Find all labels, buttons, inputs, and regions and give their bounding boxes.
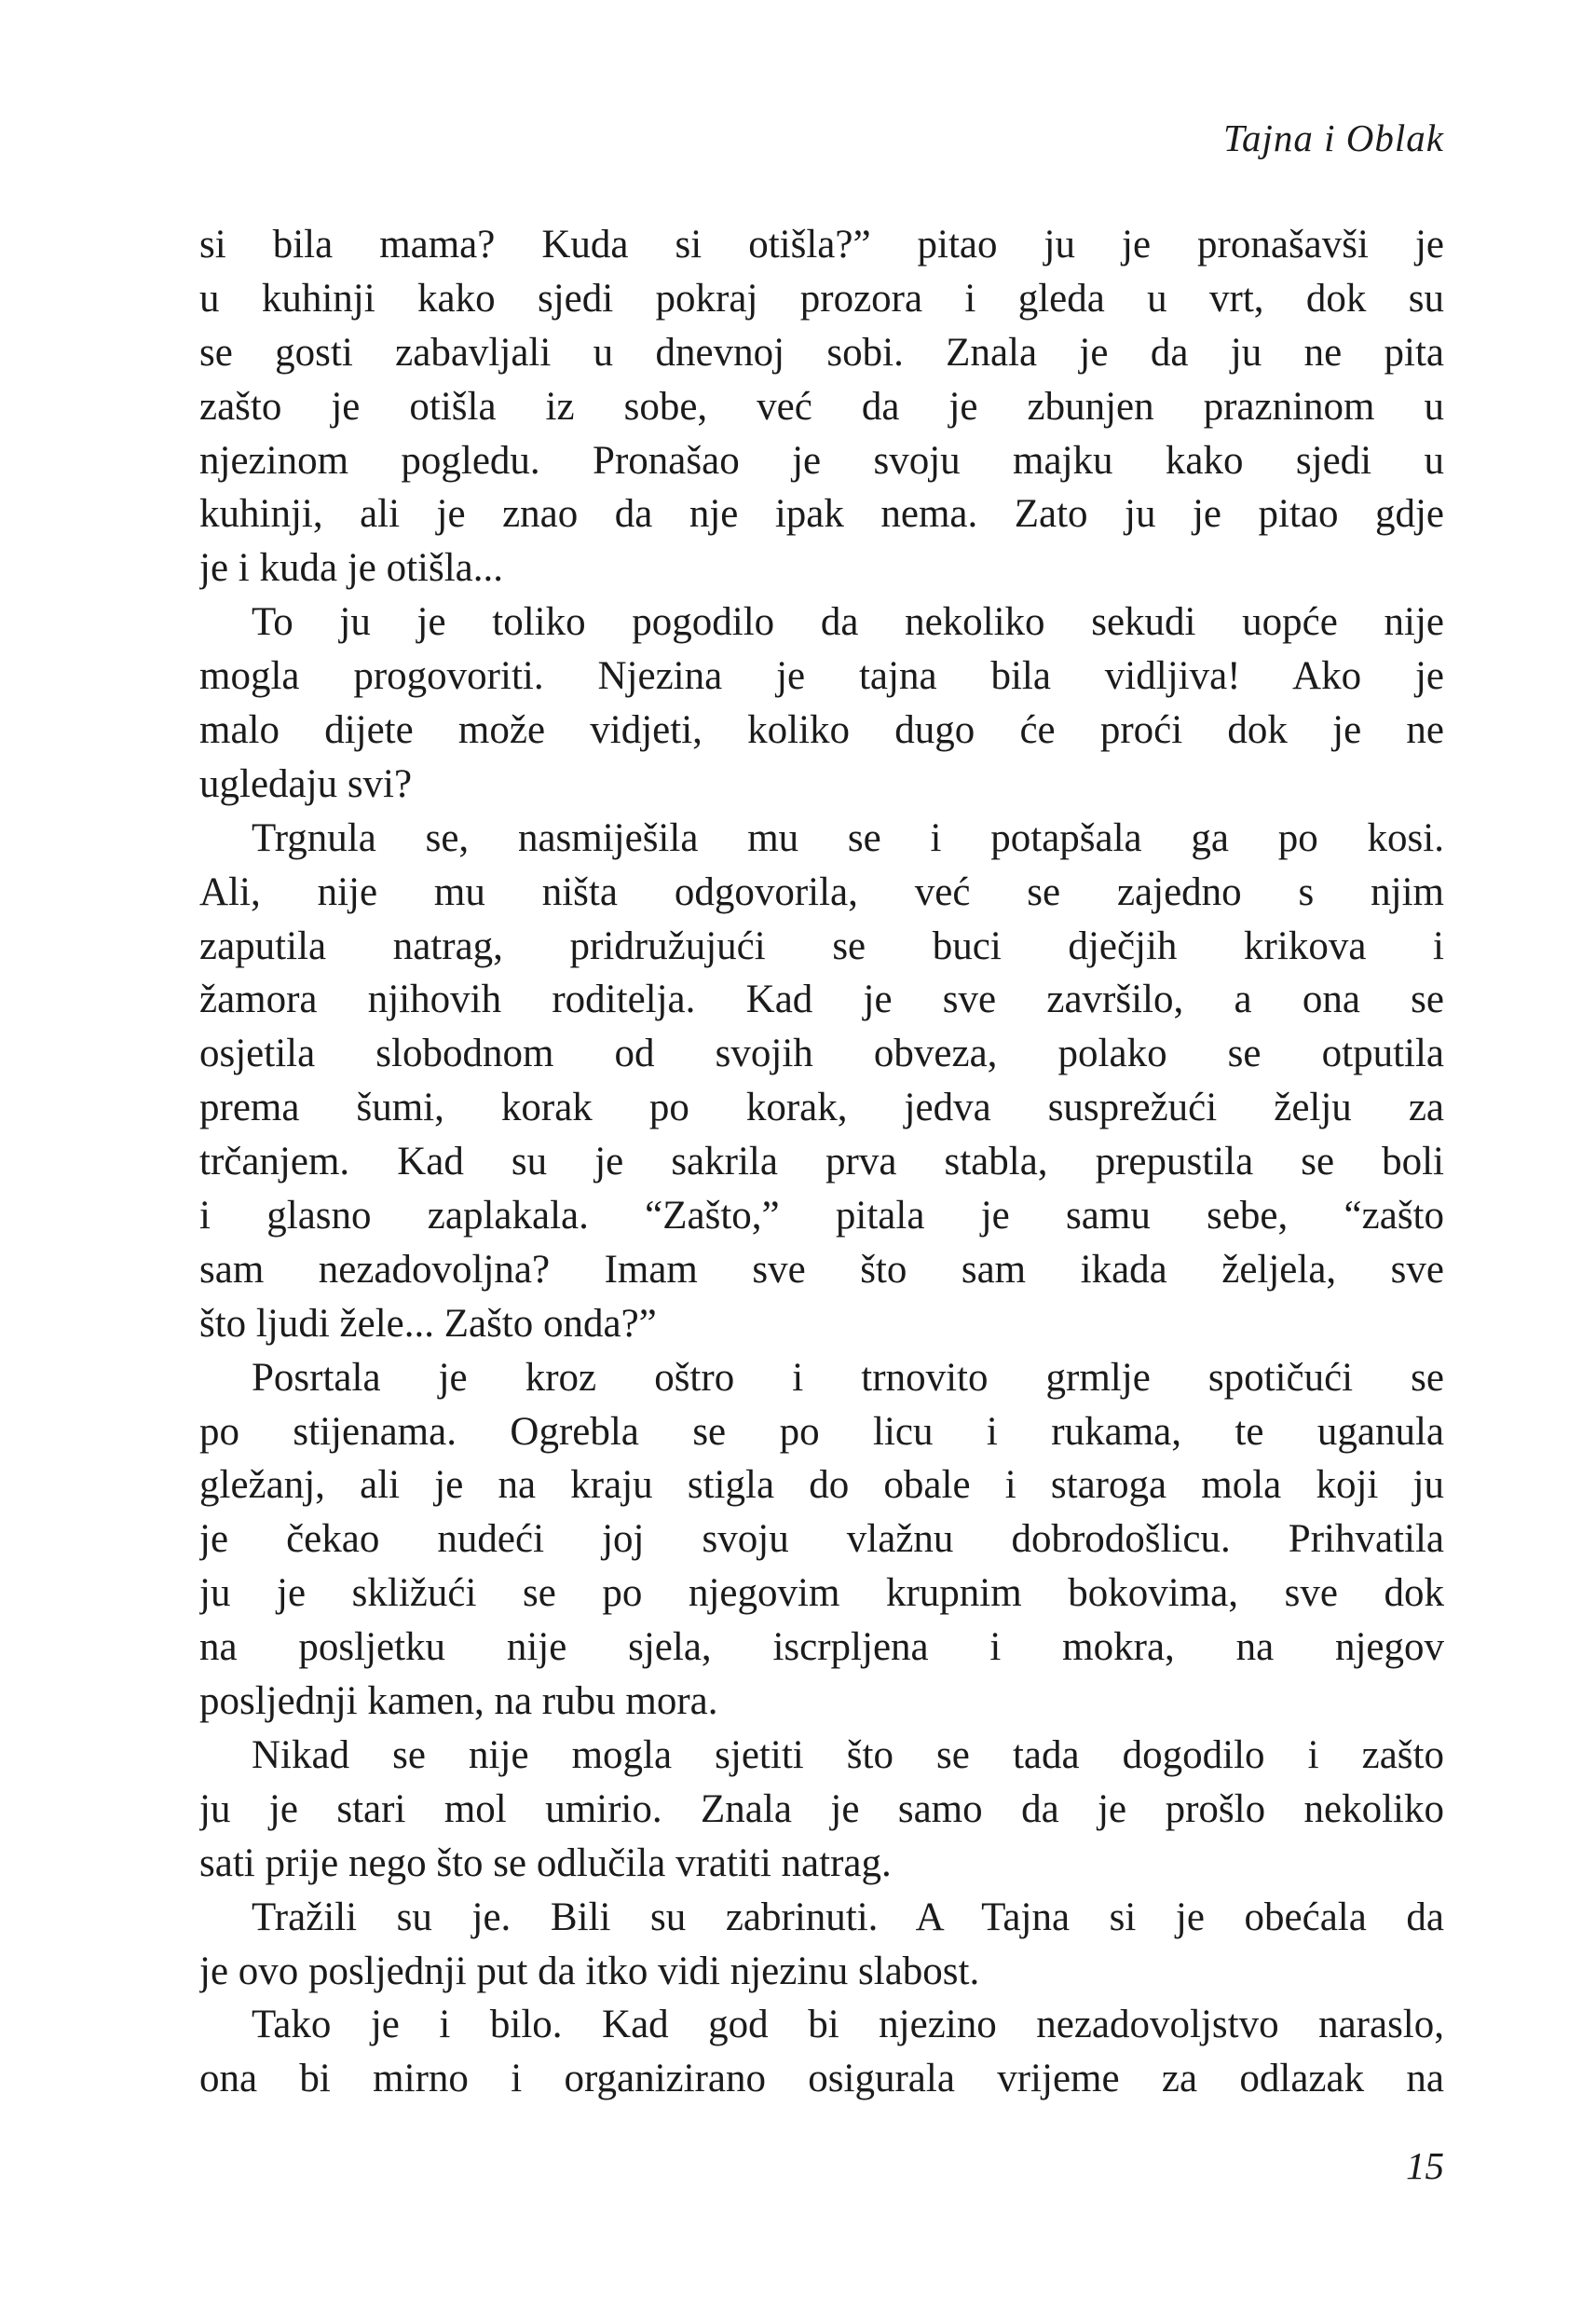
text-line: kuhinji, ali je znao da nje ipak nema. Zato ju je pitao gdje [199,492,1444,537]
text-line: u kuhinji kako sjedi pokraj prozora i gleda u vrt, dok su [199,276,1444,321]
text-line: na posljetku nije sjela, iscrpljena i mokra, na njegov [199,1625,1444,1670]
text-line: ona bi mirno i organizirano osigurala vrijeme za odlazak na [199,2057,1444,2101]
text-line: Tražili su je. Bili su zabrinuti. A Tajna si je obećala da [252,1895,1444,1939]
page-number: 15 [1406,2144,1444,2187]
text-line: Nikad se nije mogla sjetiti što se tada dogodilo i zašto [252,1732,1444,1777]
text-line: mogla progovoriti. Njezina je tajna bila vidljiva! Ako je [199,654,1444,699]
text-line: osjetila slobodnom od svojih obveza, polako se otputila [199,1032,1444,1076]
paragraph [199,1998,1444,2106]
text-line: njezinom pogledu. Pronašao je svoju majku kako sjedi u [199,438,1444,483]
text-line: ugledaju svi? [199,761,413,806]
text-line: malo dijete može vidjeti, koliko dugo će proći dok je ne [199,708,1444,753]
text-line: posljednji kamen, na rubu mora. [199,1679,718,1724]
running-header: Tajna i Oblak [1222,116,1444,159]
text-line: Tako je i bilo. Kad god bi njezino nezadovoljstvo naraslo, [252,2003,1444,2047]
text-line: što ljudi žele... Zašto onda?” [199,1301,657,1346]
text-line: si bila mama? Kuda si otišla?” pitao ju je pronašavši je [199,223,1444,267]
text-line: je čekao nudeći joj svoju vlažnu dobrodošlicu. Prihvatila [199,1517,1444,1562]
text-line: ju je skližući se po njegovim krupnim bokovima, sve dok [199,1571,1444,1616]
text-line: zaputila natrag, pridružujući se buci dječjih krikova i [199,923,1444,968]
text-line: žamora njihovih roditelja. Kad je sve završilo, a ona se [199,978,1444,1022]
text-line: je ovo posljednji put da itko vidi njezinu slabost. [199,1949,980,1993]
paragraph [199,595,1444,812]
text-line: Trgnula se, nasmiješila mu se i potapšala ga po kosi. [252,815,1444,860]
text-line: zašto je otišla iz sobe, već da je zbunjen prazninom u [199,384,1444,429]
text-line: ju je stari mol umirio. Znala je samo da je prošlo nekoliko [199,1786,1444,1831]
text-line: i glasno zaplakala. “Zašto,” pitala je samu sebe, “zašto [199,1194,1444,1238]
paragraph [199,1351,1444,1729]
text-line: se gosti zabavljali u dnevnoj sobi. Znala je da ju ne pita [199,330,1444,375]
text-line: je i kuda je otišla... [199,546,504,591]
text-line: trčanjem. Kad su je sakrila prva stabla, prepustila se boli [199,1140,1444,1184]
text-line: po stijenama. Ogrebla se po licu i rukama, te uganula [199,1409,1444,1454]
text-line: prema šumi, korak po korak, jedva susprežući želju za [199,1086,1444,1130]
text-line: sati prije nego što se odlučila vratiti natrag. [199,1840,892,1885]
paragraph [199,218,1444,595]
text-block [199,218,1444,2106]
paragraph [199,812,1444,1351]
text-line: Ali, nije mu ništa odgovorila, već se zajedno s njim [199,869,1444,914]
paragraph [199,1891,1444,1999]
text-line: Posrtala je kroz oštro i trnovito grmlje spotičući se [252,1355,1444,1400]
text-line: gležanj, ali je na kraju stigla do obale i staroga mola koji ju [199,1463,1444,1508]
text-line: sam nezadovoljna? Imam sve što sam ikada željela, sve [199,1247,1444,1292]
text-line: To ju je toliko pogodilo da nekoliko sekudi uopće nije [252,600,1444,645]
paragraph [199,1729,1444,1891]
